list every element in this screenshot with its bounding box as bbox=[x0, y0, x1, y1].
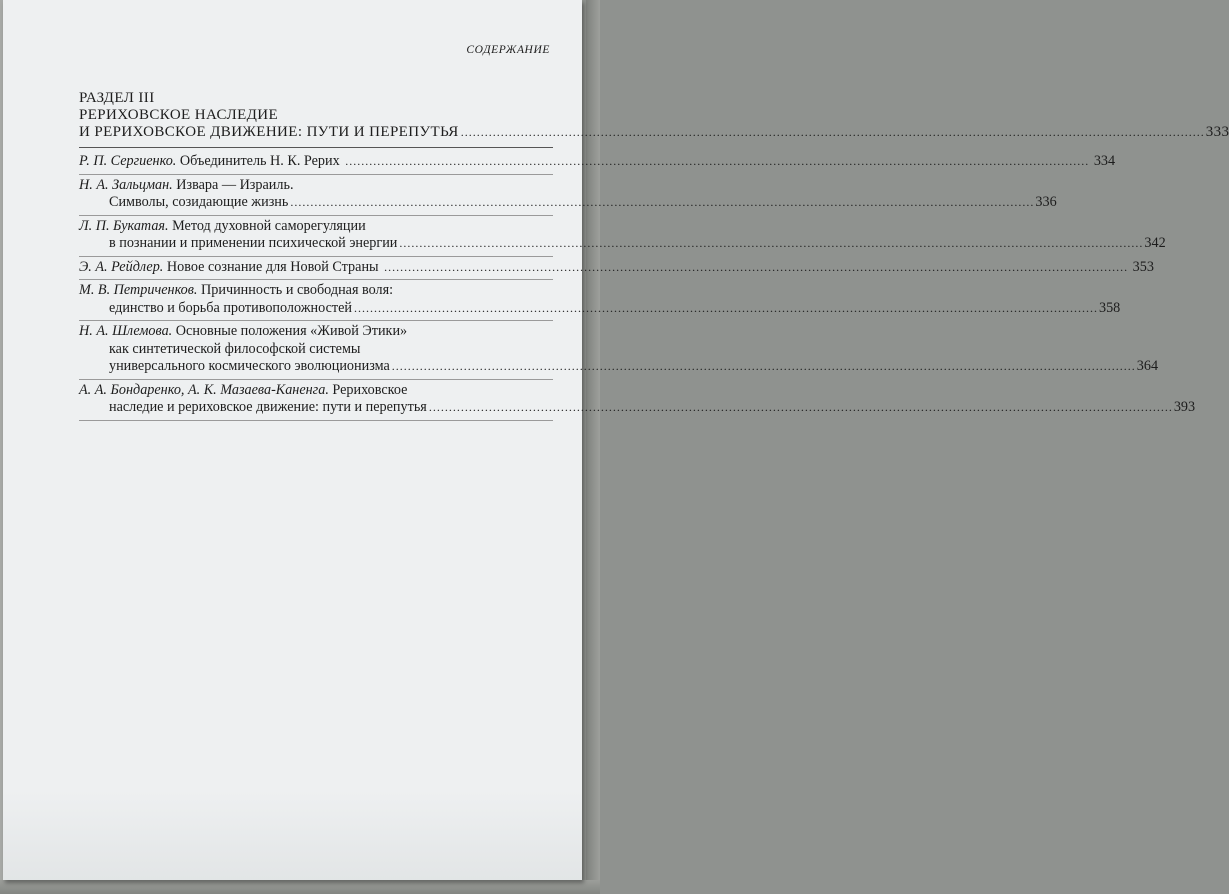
toc-entry-row bbox=[79, 399, 1196, 417]
toc-entry-row bbox=[79, 258, 1154, 277]
section-title-line1: РЕРИХОВСКОЕ НАСЛЕДИЕ bbox=[79, 107, 279, 123]
section-title-row bbox=[79, 124, 1229, 141]
toc-title-line: универсального космического эволюционизма bbox=[109, 358, 390, 374]
dot-leader bbox=[384, 260, 1128, 274]
toc-page-number: 393 bbox=[1173, 399, 1196, 415]
running-header: СОДЕРЖАНИЕ bbox=[466, 44, 550, 56]
toc-title-line: Новое сознание для Новой Страны bbox=[166, 258, 379, 275]
toc-entry-row bbox=[79, 194, 1057, 212]
toc-author: Э. А. Рейдлер. bbox=[79, 258, 164, 275]
book-page bbox=[3, 0, 1229, 880]
toc-author: М. В. Петриченков. bbox=[79, 282, 198, 298]
toc-title-line: единство и борьба противоположностей bbox=[109, 299, 352, 316]
section-number: РАЗДЕЛ III bbox=[79, 90, 155, 106]
toc-list bbox=[79, 151, 1196, 421]
toc-title-line: Причинность и свободная воля: bbox=[201, 282, 394, 298]
dot-leader bbox=[290, 194, 1034, 212]
toc-entry[interactable] bbox=[79, 257, 1154, 281]
toc-title-line: в познании и применении психической энергии bbox=[109, 235, 398, 251]
toc-author: Н. А. Зальцман. bbox=[79, 176, 173, 193]
toc-title-line: Извара — Израиль. bbox=[176, 176, 294, 193]
toc-entry-row bbox=[79, 358, 1159, 376]
toc-author: Л. П. Букатая. bbox=[79, 217, 169, 234]
toc-author: Н. А. Шлемова. bbox=[79, 323, 173, 339]
toc-page-number: 342 bbox=[1144, 235, 1166, 251]
toc-entry[interactable] bbox=[79, 380, 1196, 421]
toc-entry[interactable] bbox=[79, 175, 1057, 216]
toc-page-number: 336 bbox=[1035, 194, 1057, 210]
toc-title-line: Основные положения «Живой Этики» bbox=[175, 323, 408, 339]
dot-leader bbox=[392, 358, 1136, 376]
dot-leader bbox=[461, 124, 1205, 141]
toc-entry[interactable] bbox=[79, 321, 1159, 380]
toc-title-line: как синтетической философской системы bbox=[109, 340, 361, 357]
section-page-number: 333 bbox=[1205, 124, 1229, 140]
dot-leader bbox=[429, 399, 1173, 417]
toc-entry[interactable] bbox=[79, 216, 1166, 257]
toc-entry-row bbox=[79, 299, 1121, 318]
toc-page-number: 364 bbox=[1136, 358, 1159, 374]
divider-rule bbox=[79, 147, 553, 148]
toc-entry-row bbox=[79, 235, 1166, 253]
toc-title-line: Объединитель Н. К. Рерих bbox=[179, 153, 340, 169]
toc-page-number: 358 bbox=[1098, 299, 1121, 316]
toc-title-line: Символы, созидающие жизнь bbox=[109, 194, 289, 210]
section-heading[interactable] bbox=[79, 90, 1229, 141]
toc-author: А. А. Бондаренко, А. К. Мазаева-Каненга. bbox=[79, 381, 329, 398]
dot-leader bbox=[345, 154, 1089, 168]
toc-title-line: Рериховское bbox=[332, 381, 408, 398]
dot-leader bbox=[399, 235, 1143, 253]
toc-page-number: 353 bbox=[1132, 258, 1154, 275]
dot-leader bbox=[354, 300, 1098, 318]
section-title-line2: И РЕРИХОВСКОЕ ДВИЖЕНИЕ: ПУТИ И ПЕРЕПУТЬЯ bbox=[79, 124, 459, 140]
toc-title-line: Метод духовной саморегуляции bbox=[172, 217, 366, 234]
toc-page-number: 334 bbox=[1093, 153, 1116, 169]
book-edge-bottom bbox=[0, 880, 600, 894]
toc-entry-row bbox=[79, 153, 1116, 171]
toc-entry[interactable] bbox=[79, 280, 1121, 321]
toc-title-line: наследие и рериховское движение: пути и перепутья bbox=[109, 399, 427, 415]
toc-entry[interactable] bbox=[79, 151, 1116, 175]
toc-author: Р. П. Сергиенко. bbox=[79, 153, 177, 169]
